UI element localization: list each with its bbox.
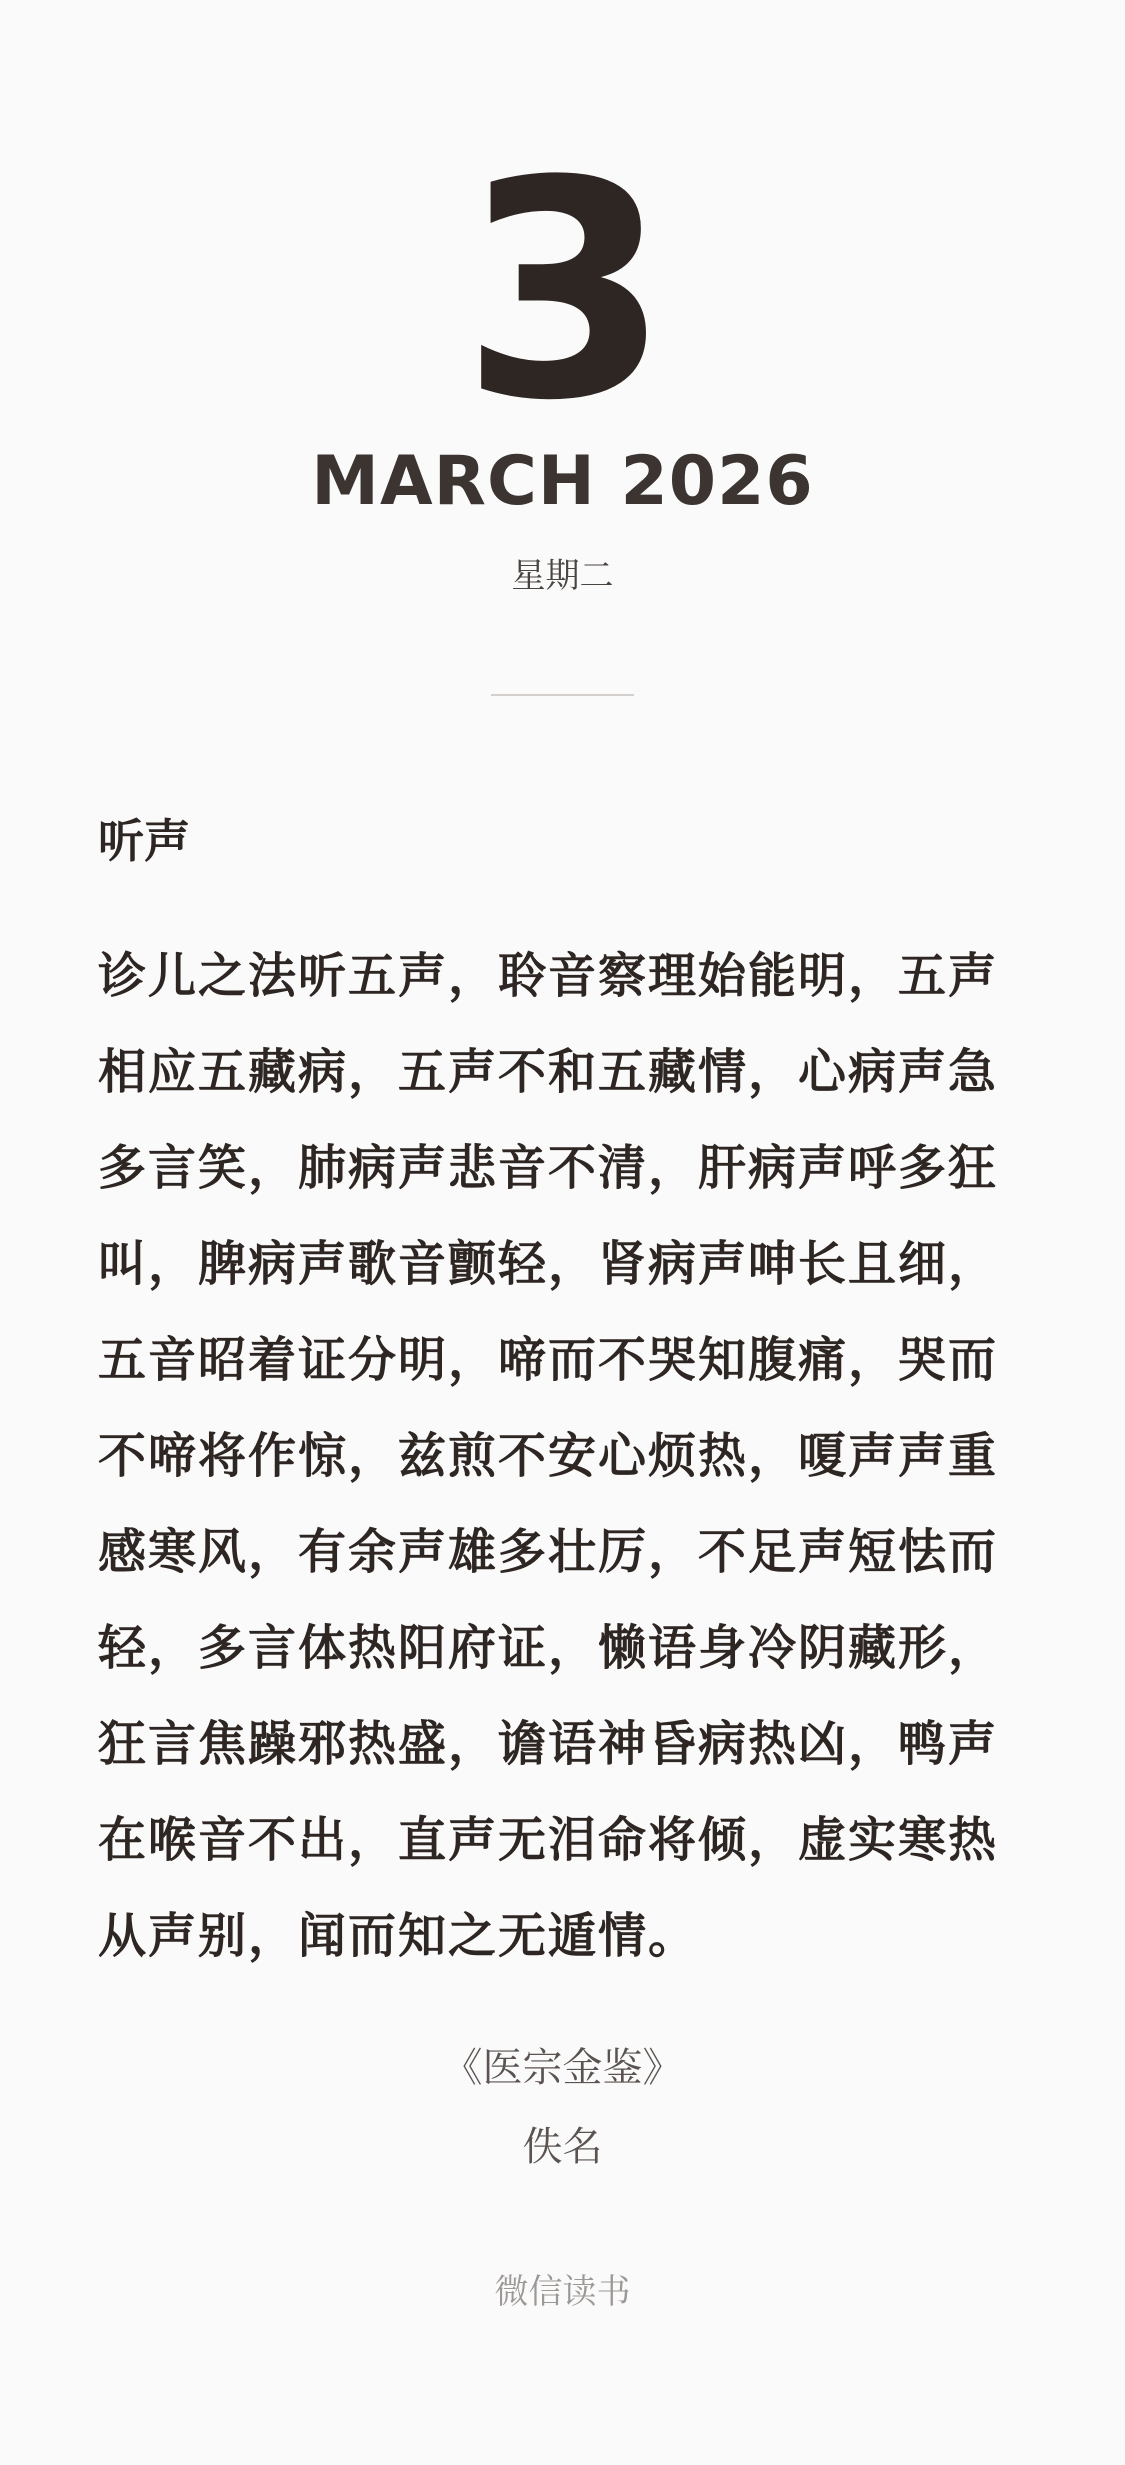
poem-line: 叫，脾病声歌音颤轻，肾病声呻长且细， <box>98 1236 999 1292</box>
poem-line: 狂言焦躁邪热盛，谵语神昏病热凶，鸭声 <box>98 1716 999 1772</box>
weekday: 星期二 <box>511 556 614 596</box>
poem-line: 多言笑，肺病声悲音不清，肝病声呼多狂 <box>98 1140 999 1196</box>
date-day: 3 <box>461 117 664 466</box>
poem-line: 轻，多言体热阳府证，懒语身冷阴藏形， <box>98 1620 999 1676</box>
month-year: MARCH 2026 <box>311 442 814 521</box>
poem-line: 相应五藏病，五声不和五藏情，心病声急 <box>98 1044 999 1100</box>
brand-label: 微信读书 <box>494 2272 631 2312</box>
poem-line: 诊儿之法听五声，聆音察理始能明，五声 <box>98 948 999 1004</box>
poem-line: 五音昭着证分明，啼而不哭知腹痛，哭而 <box>98 1332 999 1388</box>
poem-title: 听声 <box>98 814 190 868</box>
poem-line: 感寒风，有余声雄多壮厉，不足声短怯而 <box>98 1524 999 1580</box>
divider <box>491 694 634 696</box>
poem-line: 在喉音不出，直声无泪命将倾，虚实寒热 <box>98 1812 999 1868</box>
poem-line: 不啼将作惊，兹煎不安心烦热，嗄声声重 <box>98 1428 999 1484</box>
poem-line: 从声别，闻而知之无遁情。 <box>98 1908 699 1964</box>
author: 佚名 <box>522 2124 603 2170</box>
poem-body <box>98 928 1030 1984</box>
source-book: 《医宗金鉴》 <box>442 2045 683 2091</box>
